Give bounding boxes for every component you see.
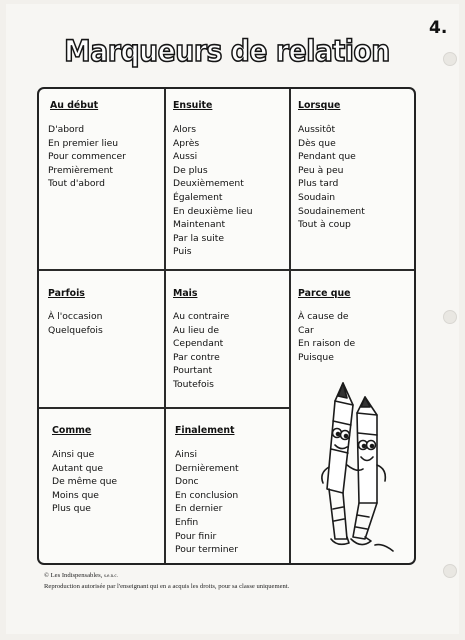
connectors-table [37,87,416,565]
cell-heading: Au début [50,100,99,111]
list-item: Tout à coup [298,219,351,231]
list-item: Cependant [173,338,224,350]
list-item: Plus que [52,503,91,515]
list-item: Peu à peu [298,164,344,176]
cell-lorsque [298,100,365,232]
list-item: Puis [173,246,192,258]
list-item: Dès que [298,137,336,149]
list-item: Deuxièmement [173,178,244,190]
cell-parce-que [298,288,355,364]
worksheet-page [6,4,459,634]
list-item: Puisque [298,351,334,363]
list-item: Autant que [52,462,103,474]
connector-list [173,310,229,392]
list-item: Au contraire [173,311,230,322]
copyright-suffix: s.e.n.c. [103,574,118,579]
list-item: Tout d'abord [48,178,105,190]
list-item: Soudain [298,191,336,203]
list-item: Ainsi que [52,449,95,460]
list-item: Car [298,324,314,336]
list-item: En conclusion [175,489,239,501]
list-item: En premier lieu [48,137,119,149]
connector-list [173,123,253,259]
list-item: En dernier [175,503,223,515]
connector-list [298,123,365,232]
page-number: 4. [429,18,448,38]
connector-list [52,448,117,516]
list-item: À cause de [298,311,349,322]
list-item: Moins que [52,489,99,501]
list-item: Dernièrement [175,462,239,474]
list-item: Soudainement [298,205,365,217]
copyright-line [44,571,444,582]
list-item: Pour terminer [175,544,238,556]
list-item: Par contre [173,351,220,363]
list-item: Aussi [173,151,198,163]
cell-heading: Parfois [48,288,85,299]
page-footer [44,571,444,592]
list-item: Enfin [175,516,199,528]
column-divider-1 [164,89,166,563]
list-item: En deuxième lieu [173,205,253,217]
list-item: Au lieu de [173,324,220,336]
list-item: Plus tard [298,178,339,190]
column-divider-2 [289,89,291,563]
list-item: Quelquefois [48,324,103,336]
list-item: Aussitôt [298,124,336,135]
list-item: En raison de [298,338,356,350]
connector-list [48,310,103,337]
list-item: Pendant que [298,151,356,163]
cell-heading: Lorsque [298,100,341,111]
connector-list [175,448,239,557]
list-item: Également [173,191,223,203]
list-item: Par la suite [173,232,224,244]
connector-list [298,310,355,364]
list-item: De plus [173,164,208,176]
list-item: Donc [175,476,199,488]
cell-heading: Ensuite [173,100,213,111]
list-item: Pourtant [173,365,213,377]
list-item: D'abord [48,124,85,135]
list-item: Maintenant [173,219,226,231]
page-title: Marqueurs de relation [64,34,390,68]
cell-heading: Comme [52,425,92,436]
list-item: Ainsi [175,449,197,460]
cell-comme [52,425,117,516]
cell-au-debut [48,100,126,191]
cell-heading: Parce que [298,288,351,299]
copyright-text: © Les Indispensables, [44,572,103,579]
row-divider-1 [39,269,414,271]
cell-ensuite [173,100,253,259]
cell-heading: Mais [173,288,198,299]
list-item: Pour commencer [48,151,126,163]
cell-finalement [175,425,239,557]
list-item: De même que [52,476,118,488]
reproduction-notice: Reproduction autorisée par l'enseignant qui en a acquis les droits, pour sa classe uniquement. [44,583,290,590]
cell-parfois [48,288,103,337]
list-item: À l'occasion [48,311,103,322]
list-item: Après [173,137,200,149]
list-item: Pour finir [175,530,217,542]
pencils-mascot-illustration [307,369,411,559]
cell-heading: Finalement [175,425,235,436]
list-item: Premièrement [48,164,114,176]
cell-mais [173,288,229,392]
list-item: Alors [173,124,197,135]
list-item: Toutefois [173,378,214,390]
connector-list [48,123,126,191]
